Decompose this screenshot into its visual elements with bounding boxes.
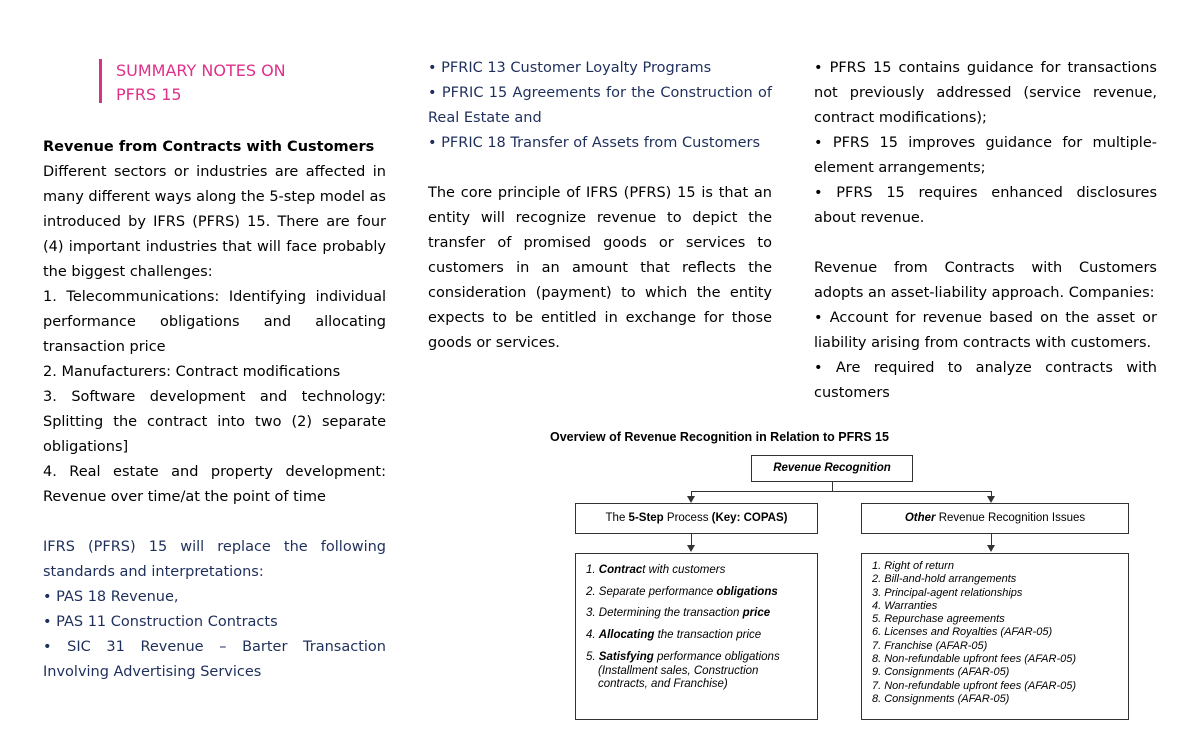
issue-item: 9. Consignments (AFAR-05) <box>872 666 1010 679</box>
issue-item: 7. Non-refundable upfront fees (AFAR-05) <box>872 679 1077 692</box>
intro-paragraph: Different sectors or industries are affected in many different ways along the 5-step model as introduced by IFRS (PFRS) 15. There are four (4) important industries that will face probably the biggest challenges: <box>43 164 386 280</box>
approach-item: • Account for revenue based on the asset or liability arising from contracts with customers. <box>814 310 1157 351</box>
column-right <box>814 56 1157 406</box>
root-box <box>751 455 913 482</box>
arrow-down-icon <box>987 496 995 503</box>
column-left <box>43 135 386 685</box>
replace-item: • PFRIC 15 Agreements for the Construction of Real Estate and <box>428 85 772 126</box>
step-note: (Installment sales, Construction contracts, and Franchise) <box>598 665 759 690</box>
arrow-down-icon <box>687 496 695 503</box>
section-heading: Revenue from Contracts with Customers <box>43 139 375 155</box>
page-title: SUMMARY NOTES ON PFRS 15 <box>116 61 286 104</box>
arrow-down-icon <box>987 545 995 552</box>
core-principle-paragraph: The core principle of IFRS (PFRS) 15 is that an entity will recognize revenue to depict the transfer of promised goods or services to customers in an amount that reflects the consideration (payment) to which the entity expects to be entitled in exchange for those goods or services. <box>428 185 772 351</box>
header-text: Process <box>663 512 712 524</box>
step-item: 5. Satisfying performance obligations <box>586 651 780 663</box>
header-text: Other <box>904 512 936 524</box>
industry-item: 1. Telecommunications: Identifying individual performance obligations and allocating transaction price <box>43 289 386 355</box>
header-text: (Key: COPAS) <box>711 512 788 524</box>
step-item: 2. Separate performance obligations <box>586 585 778 598</box>
industry-item: 4. Real estate and property development: Revenue over time/at the point of time <box>43 464 386 505</box>
five-step-header-box <box>575 503 818 534</box>
header-text: 5-Step <box>628 512 664 524</box>
issue-item: 2. Bill-and-hold arrangements <box>872 573 1017 586</box>
replace-intro: IFRS (PFRS) 15 will replace the following standards and interpretations: <box>43 539 386 580</box>
header-text: The <box>605 512 629 524</box>
root-label: Revenue Recognition <box>773 462 891 474</box>
industry-item: 2. Manufacturers: Contract modifications <box>43 364 341 380</box>
revenue-recognition-diagram <box>545 426 1145 726</box>
replace-item: • PFRIC 18 Transfer of Assets from Customers <box>428 135 761 151</box>
header-text: Revenue Recognition Issues <box>935 512 1086 524</box>
column-middle <box>428 56 772 356</box>
issue-item: 4. Warranties <box>872 599 938 612</box>
replace-item: • PFRIC 13 Customer Loyalty Programs <box>428 60 712 76</box>
industry-item: 3. Software development and technology: Splitting the contract into two (2) separate obligations] <box>43 389 386 455</box>
replace-item: • SIC 31 Revenue – Barter Transaction Involving Advertising Services <box>43 639 386 680</box>
connector-line <box>832 482 833 491</box>
issue-item: 3. Principal-agent relationships <box>872 586 1023 599</box>
replace-item: • PAS 11 Construction Contracts <box>43 614 278 630</box>
issue-item: 6. Licenses and Royalties (AFAR-05) <box>872 626 1053 639</box>
replace-item: • PAS 18 Revenue, <box>43 589 179 605</box>
issue-item: 5. Repurchase agreements <box>872 613 1005 626</box>
step-item: 1. Contract with customers <box>586 564 726 576</box>
diagram-title: Overview of Revenue Recognition in Relation to PFRS 15 <box>550 430 889 444</box>
other-issues-header-box <box>861 503 1129 534</box>
five-step-list-box <box>575 553 818 720</box>
step-item: 3. Determining the transaction price <box>586 607 771 619</box>
connector-line <box>691 491 992 492</box>
issue-item: 1. Right of return <box>872 560 954 572</box>
title-block <box>99 59 316 103</box>
issue-item: 8. Non-refundable upfront fees (AFAR-05) <box>872 653 1077 666</box>
approach-item: • Are required to analyze contracts with customers <box>814 360 1157 401</box>
arrow-down-icon <box>687 545 695 552</box>
guidance-item: • PFRS 15 requires enhanced disclosures about revenue. <box>814 185 1157 226</box>
issue-item: 8. Consignments (AFAR-05) <box>872 692 1010 705</box>
issue-item: 7. Franchise (AFAR-05) <box>872 639 988 652</box>
guidance-item: • PFRS 15 contains guidance for transactions not previously addressed (service revenue, contract modifications); <box>814 60 1157 126</box>
guidance-item: • PFRS 15 improves guidance for multiple-element arrangements; <box>814 135 1157 176</box>
other-issues-list-box <box>861 553 1129 720</box>
approach-paragraph: Revenue from Contracts with Customers adopts an asset-liability approach. Companies: <box>814 260 1157 301</box>
step-item: 4. Allocating the transaction price <box>586 628 762 641</box>
